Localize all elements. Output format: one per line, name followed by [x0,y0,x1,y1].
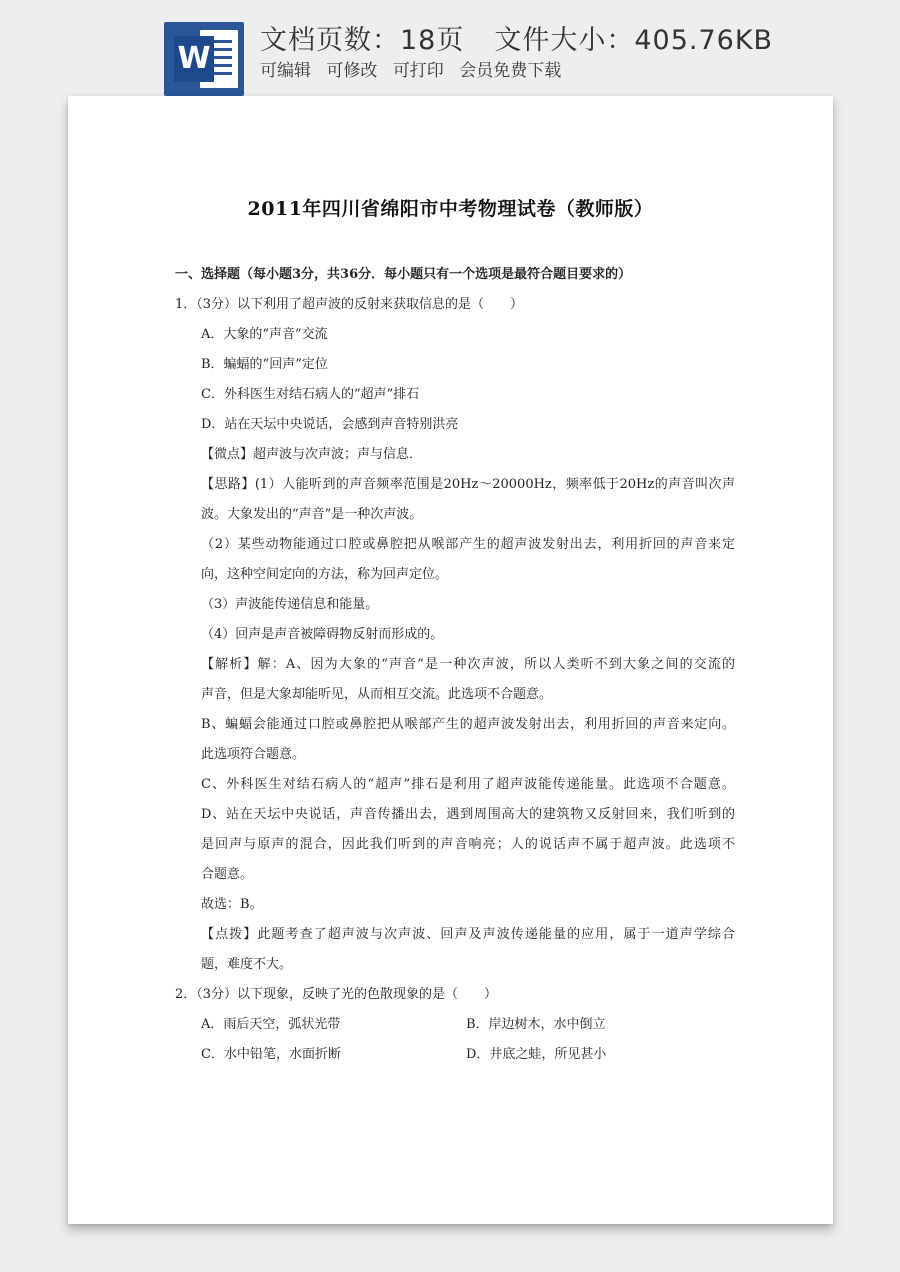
feature-editable: 可编辑 [260,61,311,81]
page-count: 文档页数：18页 [260,25,465,56]
banner-title [260,18,773,57]
q1-analysis-line: 是回声与原声的混合，因此我们听到的声音响亮；人的说话声不属于超声波。此选项不 [201,837,735,852]
q1-comment-line: 题，难度不大。 [201,957,293,972]
q1-analysis-line: 合题意。 [201,867,254,882]
q1-comment-line: 【点拨】此题考查了超声波与次声波、回声及声波传递能量的应用，属于一道声学综合 [201,927,735,942]
q1-approach-line: 波。大象发出的“声音”是一种次声波。 [201,507,423,522]
document-page [68,96,833,1224]
q1-approach-line: 向，这种空间定向的方法，称为回声定位。 [201,567,449,582]
document-title: 2011年四川省绵阳市中考物理试卷（教师版） [247,198,654,220]
feature-printable: 可打印 [392,61,444,81]
q2-option-c: C．水中铅笔，水面折断 [201,1047,341,1062]
document-body [175,260,735,1070]
word-logo-letter: W [174,36,214,82]
q1-option-d: D．站在天坛中央说话，会感到声音特别洪亮 [201,417,459,432]
question-2: 2．（3分）以下现象，反映了光的色散现象的是（ ） [175,987,498,1002]
q1-approach-line: （4）回声是声音被障碍物反射而形成的。 [201,627,444,642]
download-banner [0,0,900,98]
q1-approach-line: 【思路】(1）人能听到的声音频率范围是20Hz～20000Hz，频率低于20Hz的声音叫次声 [201,477,735,492]
word-document-icon [164,22,244,96]
feature-member-download: 会员免费下载 [459,61,562,81]
q1-option-a: A．大象的“声音”交流 [201,327,328,342]
file-size: 文件大小：405.76KB [494,25,774,56]
q1-analysis-line: C、外科医生对结石病人的“超声”排石是利用了超声波能传递能量。此选项不合题意。 [201,777,735,792]
q1-approach-line: （2）某些动物能通过口腔或鼻腔把从喉部产生的超声波发射出去，利用折回的声音来定 [201,537,735,552]
q1-option-c: C．外科医生对结石病人的“超声”排石 [201,387,420,402]
q1-key-point: 【微点】超声波与次声波；声与信息． [201,447,423,462]
q1-approach-line: （3）声波能传递信息和能量。 [201,597,379,612]
q2-option-a: A．雨后天空，弧状光带 [201,1017,341,1032]
q2-options-row [175,1010,735,1040]
q1-analysis-line: 声音，但是大象却能听见，从而相互交流。此选项不合题意。 [201,687,553,702]
q1-analysis-line: 【解析】解：A、因为大象的“声音”是一种次声波，所以人类听不到大象之间的交流的 [201,657,735,672]
feature-list [260,56,571,81]
question-1: 1．（3分）以下利用了超声波的反射来获取信息的是（ ） [175,297,524,312]
q1-answer: 故选：B。 [201,897,263,912]
q1-analysis-line: B、蝙蝠会能通过口腔或鼻腔把从喉部产生的超声波发射出去，利用折回的声音来定向。 [201,717,735,732]
section-heading: 一、选择题（每小题3分，共36分．每小题只有一个选项是最符合题目要求的） [175,267,632,282]
q2-option-d: D．井底之蛙，所见甚小 [466,1047,607,1062]
q1-analysis-line: D、站在天坛中央说话，声音传播出去，遇到周围高大的建筑物又反射回来，我们听到的 [201,807,735,822]
feature-modifiable: 可修改 [326,61,378,81]
q2-options-row [175,1040,735,1070]
q1-option-b: B．蝙蝠的“回声”定位 [201,357,328,372]
q2-option-b: B．岸边树木，水中倒立 [466,1017,606,1032]
q1-analysis-line: 此选项符合题意。 [201,747,306,762]
